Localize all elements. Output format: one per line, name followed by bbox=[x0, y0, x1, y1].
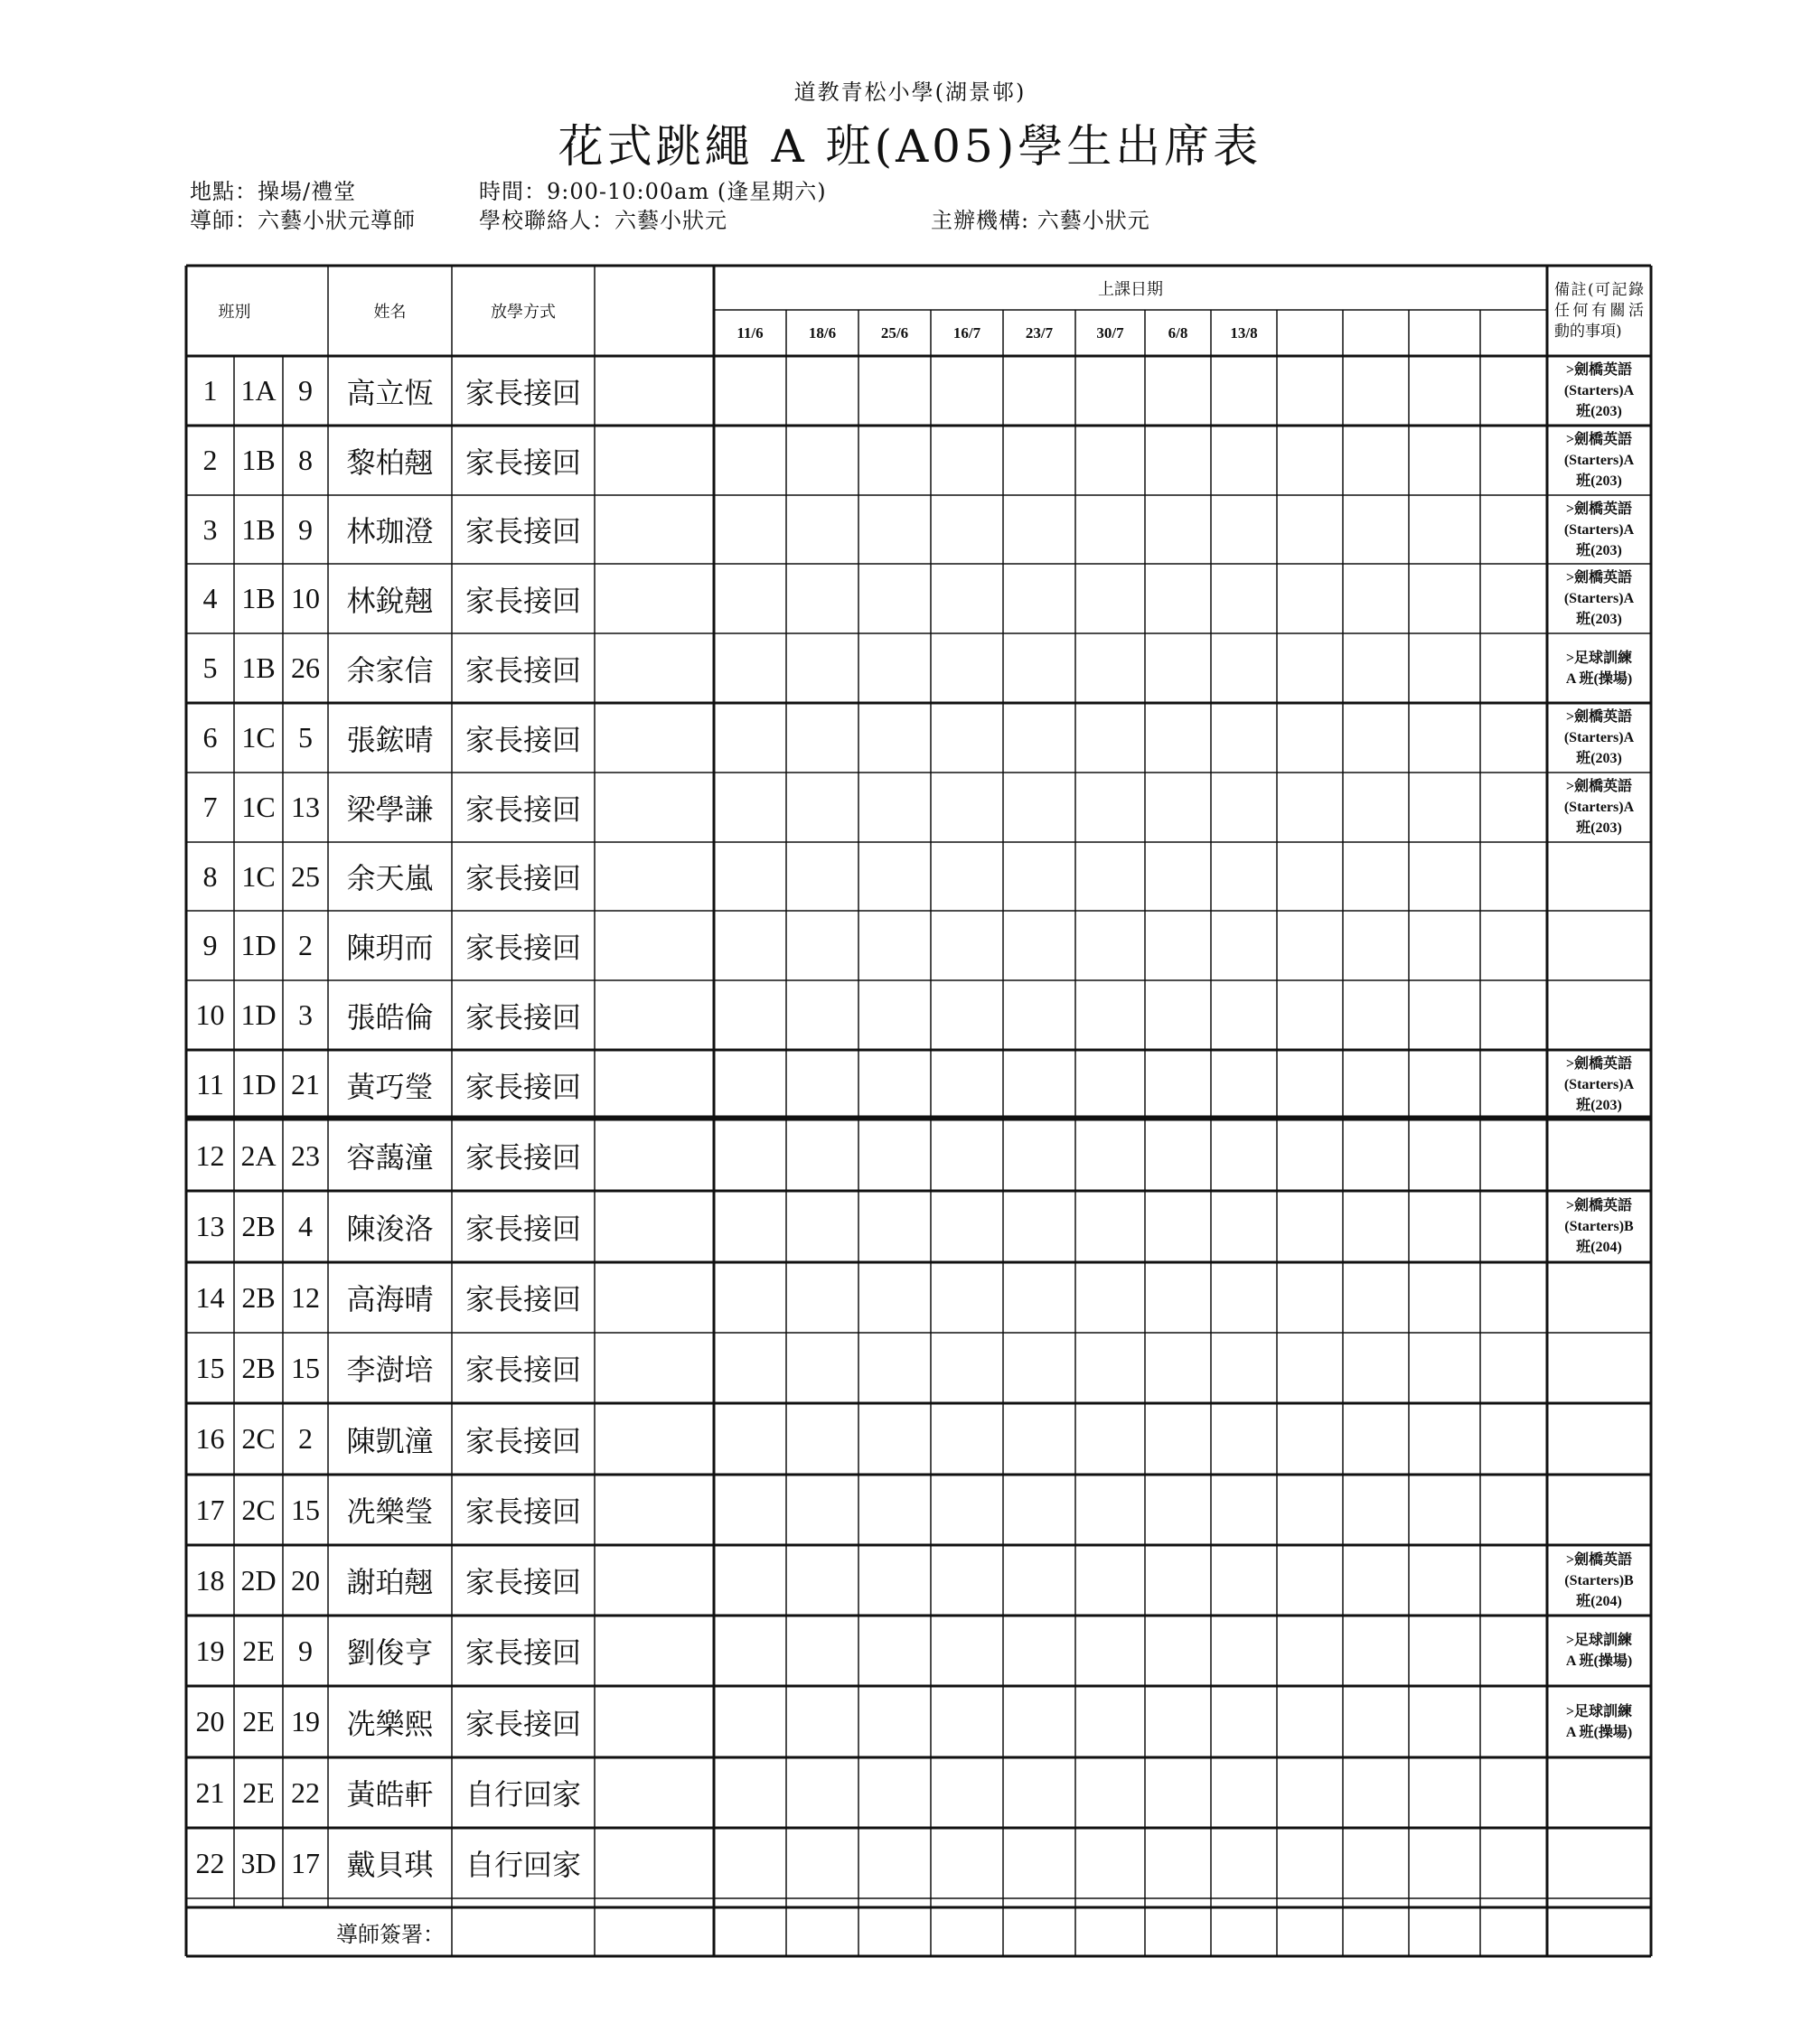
row-number: 4 bbox=[202, 582, 218, 614]
date-header bbox=[1480, 310, 1547, 356]
remark-cell bbox=[1547, 703, 1651, 773]
student-name: 容藹潼 bbox=[346, 1141, 434, 1174]
dismissal-method: 家長接回 bbox=[464, 584, 581, 617]
student-name: 梁學謙 bbox=[346, 792, 434, 826]
dismissal-method: 家長接回 bbox=[464, 1354, 581, 1386]
remark-cell bbox=[1547, 1262, 1651, 1333]
row-class-number: 4 bbox=[298, 1210, 313, 1242]
row-class-number: 23 bbox=[291, 1138, 320, 1172]
row-number: 1 bbox=[202, 374, 218, 407]
dismissal-method: 家長接回 bbox=[464, 1566, 581, 1598]
date-header: 13/8 bbox=[1230, 323, 1258, 342]
date-header bbox=[1277, 310, 1343, 356]
date-header: 23/7 bbox=[1025, 323, 1054, 342]
row-class-number: 15 bbox=[291, 1493, 320, 1526]
row-class: 1D bbox=[240, 1068, 277, 1101]
remark-line: (Starters)A bbox=[1563, 383, 1635, 398]
remark-cell bbox=[1547, 426, 1651, 495]
school-name: 道教青松小學(湖景邨) bbox=[793, 80, 1027, 105]
row-class: 1B bbox=[241, 444, 276, 476]
remark-line: (Starters)A bbox=[1563, 453, 1635, 468]
date-header bbox=[1343, 310, 1409, 356]
row-class-number: 2 bbox=[298, 929, 313, 961]
remark-line: >劍橋英語 bbox=[1565, 1056, 1633, 1072]
remark-line: 班(204) bbox=[1576, 1240, 1622, 1255]
row-number: 11 bbox=[196, 1068, 224, 1101]
remark-line: 班(203) bbox=[1576, 751, 1622, 766]
remark-line: A 班(操場) bbox=[1565, 1653, 1633, 1669]
row-class: 1A bbox=[240, 374, 277, 407]
dismissal-method: 家長接回 bbox=[464, 1636, 581, 1669]
header-dates-label: 上課日期 bbox=[1098, 279, 1163, 299]
row-class-number: 3 bbox=[298, 998, 313, 1031]
row-class: 1C bbox=[241, 791, 276, 823]
remark-line: 班(203) bbox=[1576, 473, 1622, 489]
student-name: 冼樂瑩 bbox=[346, 1495, 434, 1528]
row-class-number: 22 bbox=[291, 1775, 320, 1809]
remark-line: (Starters)A bbox=[1563, 1077, 1635, 1092]
remark-line: (Starters)A bbox=[1563, 800, 1635, 815]
row-number: 8 bbox=[202, 859, 218, 893]
student-name: 陳浚洛 bbox=[346, 1212, 434, 1245]
student-name: 戴貝琪 bbox=[346, 1849, 434, 1881]
row-class: 1D bbox=[240, 929, 277, 961]
row-class: 2C bbox=[241, 1422, 276, 1455]
header-name: 姓名 bbox=[373, 303, 407, 322]
row-number: 15 bbox=[195, 1351, 225, 1384]
row-class: 2D bbox=[240, 1563, 277, 1597]
remark-cell bbox=[1547, 1191, 1651, 1262]
remark-cell bbox=[1547, 356, 1651, 426]
row-class: 2E bbox=[242, 1705, 275, 1738]
header-dismissal-method: 放學方式 bbox=[491, 303, 556, 322]
remark-line: >劍橋英語 bbox=[1565, 1198, 1633, 1213]
time-text: 時間：9:00-10:00am (逢星期六) bbox=[479, 179, 827, 204]
student-name: 黃皓軒 bbox=[346, 1778, 434, 1811]
date-header: 18/6 bbox=[808, 323, 837, 342]
row-number: 19 bbox=[195, 1634, 225, 1667]
row-class-number: 5 bbox=[298, 721, 313, 754]
row-class: 1B bbox=[241, 651, 276, 684]
remark-line: (Starters)A bbox=[1563, 591, 1635, 606]
remark-cell bbox=[1547, 1686, 1651, 1757]
row-number: 12 bbox=[195, 1138, 225, 1172]
student-name: 陳凱潼 bbox=[346, 1424, 434, 1457]
date-header bbox=[1409, 310, 1480, 356]
date-header: 6/8 bbox=[1168, 323, 1188, 342]
dismissal-method: 家長接回 bbox=[464, 1283, 581, 1316]
row-number: 10 bbox=[195, 998, 225, 1031]
student-name: 林銳翹 bbox=[346, 584, 434, 617]
student-name: 張鋐晴 bbox=[346, 723, 434, 756]
row-class-number: 26 bbox=[291, 651, 320, 684]
remark-line: 班(203) bbox=[1576, 1098, 1622, 1113]
remark-line: >劍橋英語 bbox=[1565, 362, 1633, 378]
row-class-number: 25 bbox=[291, 859, 320, 893]
row-class-number: 10 bbox=[291, 582, 320, 614]
remark-line: >足球訓練 bbox=[1565, 650, 1633, 666]
row-class-number: 19 bbox=[291, 1705, 320, 1738]
student-name: 陳玥而 bbox=[346, 931, 434, 964]
dismissal-method: 自行回家 bbox=[464, 1849, 581, 1881]
remark-line: (Starters)A bbox=[1563, 730, 1635, 745]
student-name: 高海晴 bbox=[346, 1283, 434, 1316]
row-class-number: 21 bbox=[291, 1068, 320, 1101]
row-number: 9 bbox=[202, 929, 218, 961]
remark-line: 班(203) bbox=[1576, 542, 1622, 558]
dismissal-method: 家長接回 bbox=[464, 723, 581, 756]
row-class: 2B bbox=[241, 1351, 276, 1384]
row-class: 1C bbox=[241, 721, 276, 754]
dismissal-method: 家長接回 bbox=[464, 376, 581, 409]
student-name: 李澍培 bbox=[346, 1354, 434, 1386]
row-class-number: 9 bbox=[298, 1634, 313, 1667]
remark-line: (Starters)A bbox=[1563, 521, 1635, 538]
row-class-number: 9 bbox=[298, 512, 313, 546]
remark-cell bbox=[1547, 1616, 1651, 1686]
remark-line: >足球訓練 bbox=[1565, 1633, 1633, 1648]
dismissal-method: 家長接回 bbox=[464, 792, 581, 826]
remark-line: A 班(操場) bbox=[1565, 1724, 1633, 1740]
dismissal-method: 家長接回 bbox=[464, 1707, 581, 1740]
remark-line: 班(203) bbox=[1576, 612, 1622, 627]
dismissal-method: 家長接回 bbox=[464, 1141, 581, 1174]
row-class: 1B bbox=[241, 512, 276, 546]
student-name: 張皓倫 bbox=[346, 1000, 434, 1034]
row-class-number: 15 bbox=[291, 1351, 320, 1384]
row-number: 16 bbox=[195, 1422, 225, 1455]
remark-cell bbox=[1547, 980, 1651, 1050]
remark-cell bbox=[1547, 911, 1651, 980]
remark-cell bbox=[1547, 1333, 1651, 1403]
row-number: 3 bbox=[202, 512, 218, 546]
row-number: 6 bbox=[202, 721, 218, 754]
remark-line: (Starters)B bbox=[1564, 1572, 1634, 1588]
dismissal-method: 家長接回 bbox=[464, 1000, 581, 1034]
row-number: 5 bbox=[202, 651, 218, 684]
row-number: 13 bbox=[195, 1210, 225, 1242]
tutor-text: 導師：六藝小狀元導師 bbox=[190, 208, 416, 233]
remark-cell bbox=[1547, 495, 1651, 564]
row-number: 2 bbox=[202, 444, 218, 476]
row-class-number: 17 bbox=[291, 1846, 320, 1879]
row-class-number: 13 bbox=[291, 791, 320, 823]
remark-cell bbox=[1547, 1050, 1651, 1119]
remark-line: 班(203) bbox=[1576, 820, 1622, 836]
dismissal-method: 家長接回 bbox=[464, 515, 581, 548]
remark-line: 班(203) bbox=[1576, 404, 1622, 419]
dismissal-method: 家長接回 bbox=[464, 1070, 581, 1103]
contact-text: 學校聯絡人：六藝小狀元 bbox=[479, 208, 727, 233]
remark-line: >足球訓練 bbox=[1565, 1703, 1633, 1719]
date-header: 30/7 bbox=[1096, 323, 1124, 342]
remark-line: >劍橋英語 bbox=[1565, 432, 1633, 447]
date-header: 25/6 bbox=[880, 323, 909, 342]
remark-line: A 班(操場) bbox=[1565, 670, 1633, 687]
dismissal-method: 自行回家 bbox=[464, 1778, 581, 1811]
row-number: 20 bbox=[195, 1705, 225, 1738]
row-class-number: 9 bbox=[298, 374, 313, 407]
dismissal-method: 家長接回 bbox=[464, 653, 581, 687]
dismissal-method: 家長接回 bbox=[464, 1212, 581, 1245]
remark-cell bbox=[1547, 1475, 1651, 1545]
row-number: 14 bbox=[195, 1280, 225, 1314]
row-class-number: 8 bbox=[298, 444, 313, 476]
remark-cell bbox=[1547, 773, 1651, 842]
row-class: 1C bbox=[241, 859, 276, 893]
row-number: 18 bbox=[195, 1563, 225, 1597]
remark-cell bbox=[1547, 1120, 1651, 1191]
row-number: 22 bbox=[195, 1846, 225, 1879]
row-class-number: 20 bbox=[291, 1563, 320, 1597]
location-text: 地點：操場/禮堂 bbox=[190, 179, 357, 204]
student-name: 謝珀翹 bbox=[346, 1566, 434, 1598]
student-name: 高立恆 bbox=[346, 376, 434, 409]
remark-line: >劍橋英語 bbox=[1565, 570, 1633, 585]
remark-line: >劍橋英語 bbox=[1565, 779, 1633, 794]
header-remark: 備註(可記錄任何有關活動的事項) bbox=[1554, 280, 1644, 341]
date-header: 11/6 bbox=[736, 323, 764, 342]
remark-line: >劍橋英語 bbox=[1565, 709, 1633, 725]
student-name: 余天嵐 bbox=[346, 862, 434, 895]
remark-line: >劍橋英語 bbox=[1565, 501, 1633, 517]
row-number: 17 bbox=[195, 1493, 225, 1526]
row-number: 7 bbox=[202, 791, 218, 823]
remark-cell bbox=[1547, 1757, 1651, 1828]
remark-cell bbox=[1547, 1545, 1651, 1616]
row-class: 3D bbox=[240, 1846, 277, 1879]
student-name: 余家信 bbox=[346, 653, 434, 687]
row-class: 2B bbox=[241, 1210, 276, 1242]
row-class: 2C bbox=[241, 1493, 276, 1526]
date-header: 16/7 bbox=[952, 323, 981, 342]
dismissal-method: 家長接回 bbox=[464, 1495, 581, 1528]
dismissal-method: 家長接回 bbox=[464, 931, 581, 964]
row-class-number: 12 bbox=[291, 1280, 320, 1314]
dismissal-method: 家長接回 bbox=[464, 445, 581, 479]
student-name: 黃巧瑩 bbox=[346, 1070, 434, 1103]
row-class: 2E bbox=[242, 1775, 275, 1809]
remark-line: (Starters)B bbox=[1564, 1219, 1634, 1234]
row-number: 21 bbox=[195, 1775, 225, 1809]
remark-cell bbox=[1547, 564, 1651, 633]
student-name: 冼樂熙 bbox=[346, 1707, 434, 1740]
row-class: 2E bbox=[242, 1634, 275, 1667]
remark-cell bbox=[1547, 1828, 1651, 1898]
tutor-signature-label: 導師簽署： bbox=[336, 1921, 445, 1947]
organizer-text: 主辦機構: 六藝小狀元 bbox=[931, 208, 1150, 233]
remark-cell bbox=[1547, 1403, 1651, 1475]
row-class: 1B bbox=[241, 582, 276, 614]
remark-line: >劍橋英語 bbox=[1565, 1551, 1633, 1568]
remark-line: 班(204) bbox=[1576, 1593, 1622, 1609]
dismissal-method: 家長接回 bbox=[464, 862, 581, 895]
page-title: 花式跳繩 A 班(A05)學生出席表 bbox=[558, 120, 1262, 173]
remark-cell bbox=[1547, 633, 1651, 703]
row-class-number: 2 bbox=[298, 1422, 313, 1455]
student-name: 劉俊亨 bbox=[346, 1636, 434, 1669]
row-class: 2B bbox=[241, 1280, 276, 1314]
header-class: 班別 bbox=[218, 303, 251, 322]
row-class: 2A bbox=[240, 1138, 277, 1172]
row-class: 1D bbox=[240, 998, 277, 1031]
student-name: 黎柏翹 bbox=[346, 445, 434, 479]
dismissal-method: 家長接回 bbox=[464, 1424, 581, 1457]
remark-cell bbox=[1547, 842, 1651, 911]
student-name: 林珈澄 bbox=[346, 515, 434, 548]
